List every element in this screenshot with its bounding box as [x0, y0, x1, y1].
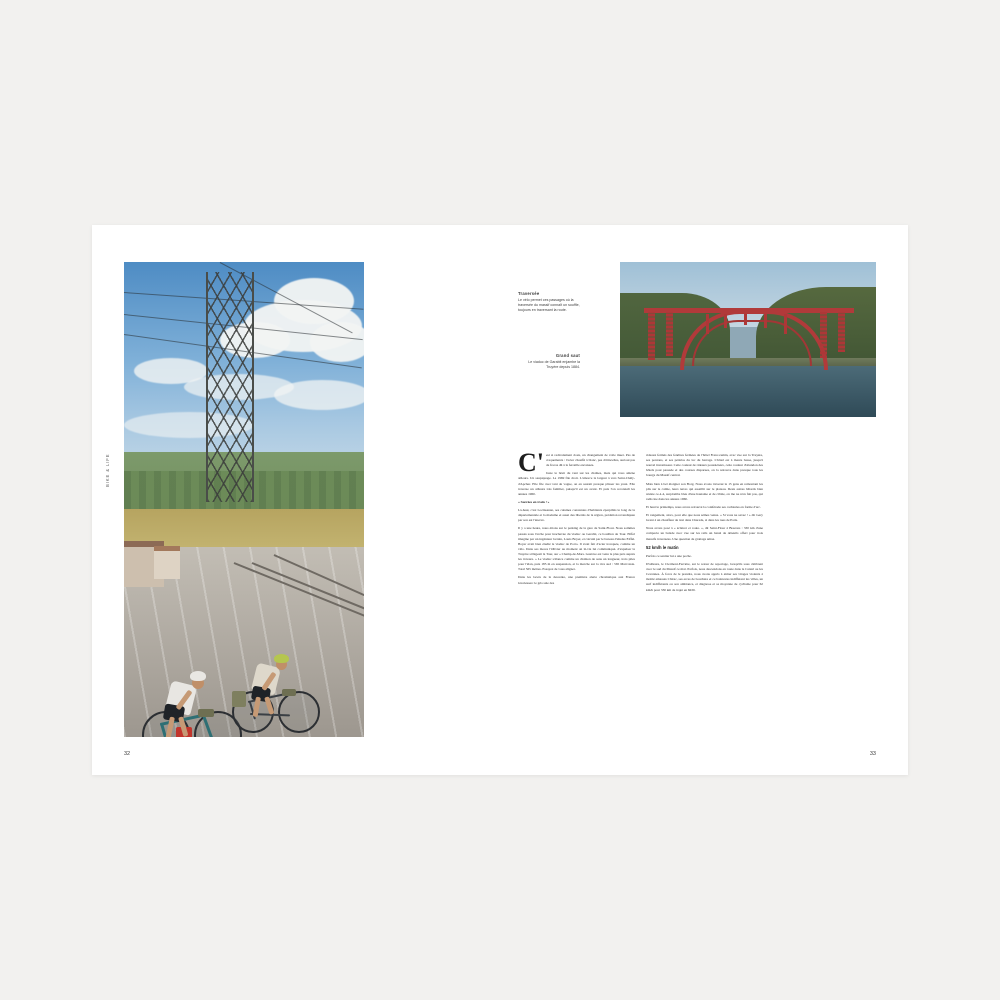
bicycle-wheel [278, 691, 320, 733]
photo-lake [620, 366, 876, 417]
article-subhead: 52 km/h le matin [646, 544, 679, 550]
viaduct-spandrel [744, 314, 747, 325]
article-paragraph: Là-haut, c'est Lozinsanan, ses cuisines constantes d'habitants éparpillés le long de la départementale et la madame et aussi des libertés de la région, prédation revendiquée par son est l'énerve. [518, 508, 635, 523]
viaduct-pier [666, 312, 673, 356]
caption-body: Le vélo permet ces passages où la traversée du massif connaît un souffle, toujours en traversant la route. [518, 297, 580, 312]
article-paragraph: Dans les lacets de la descente, une première alerte chromatique aux Frunce Glorieuses: le gris sale des [518, 575, 635, 585]
pannier-bag-olive [232, 691, 246, 707]
article-paragraph: rideaux fermés des fenêtres fermées de l'hôtel Franc-rumin, avec vue sur la Truyère, ses pontons, et ses pédalos du lac du barrage. L'hôtel est à marée basse, jusqu'à nouvel investisseur. Cette couleur de rideaux poussiéreux, cette couleur d'abandon des hôtels pour passade et des courses disparues, on la retrouve dans presque tous les bourgs du Massif central. [646, 453, 763, 478]
article-paragraph: Il y a une heure, nous étions sur le parking de la gare de Saint-Flour. Nous sommes passés sous l'arche pour inachevée du viaduc ou Garabit, ce bouillon de Tour. Eiffel imagine par un ingénieur lorrain, Louis Boyer, et calculé par le bureau d'études Eiffel. Boyer avait bien étudié le viaduc de Porto. Il avait fait d'acier tronquée, comme un vélo. Dans ses mores l'Olivier au moment où là-via lui communiqué. d'expulser la Truyère s'élégeait la Tour, sur « Champ-de-Mars. Gustave est venu le plus près auprès les travaux. » Le viaduc s'élance comme un chaînon de sans un longueur, trois piles pour l'élan, puis 185 m en suspension, et la marche sur la rive sud : 565 Marvoisia. Total 565 mètres. Essayez de vous aligner. [518, 526, 635, 572]
viaduct-spandrel [724, 314, 727, 328]
viaduct-spandrel [784, 314, 787, 334]
cloud [274, 380, 364, 410]
running-head: BIKE & LIFE [105, 453, 110, 487]
viaduct-pier [838, 312, 845, 352]
left-page [92, 225, 500, 775]
article-body [518, 448, 890, 596]
magazine-spread [92, 225, 908, 775]
farmhouse [154, 546, 180, 579]
article-paragraph: Et rangement, alors, pour elle que nous sèmes venus. « Si vous ne savez ! » dit Gary Grant à un chauffeur de taxi dans Charade, si dans les rues de Paris. [646, 513, 763, 523]
drop-cap: C' [518, 448, 544, 477]
article-paragraph [518, 448, 635, 477]
garabit-viaduct-photo [620, 262, 876, 417]
article-column-1 [518, 448, 635, 596]
caption-body: Le viaduc de Garabit enjambe la Truyère depuis 1884. [528, 359, 580, 369]
handlebar-bag [198, 709, 214, 717]
caption-traversee [518, 291, 580, 313]
cloud [274, 278, 354, 324]
viaduct-pier [820, 312, 827, 358]
viaduct-spandrel [706, 314, 709, 334]
folio-left: 32 [124, 751, 131, 757]
folio-right: 33 [869, 751, 876, 757]
article-column-2 [646, 453, 763, 596]
cloud [310, 322, 364, 362]
handlebar-bag [282, 689, 296, 696]
article-paragraph: Juste le bruit du vent sur les chaînes, mais qui vous amène ailleurs. Un saupiquage. La 1969 file droit. L'amorce la largeur à vers Saint-Chély-d'Apcher. Elle file avec tant de vague, on en saurait presque plisser les yeux. Elle traverse un ailleurs très familier, puisqu'il est un avant. Et puis l'on reconnaît les années 1960. [518, 471, 635, 496]
caption-grand-saut [518, 353, 580, 370]
viaduct-pier [648, 312, 655, 360]
cyclist-helmet [190, 671, 206, 681]
cyclist-helmet [274, 654, 289, 663]
paragraph-text: est si radicalement doux, un changement de voile muet. Pas de craquements : l'acier chauffé à blanc, pas d'étincelles, surtout pas de fracas dû à la ferraille encaissée. [546, 453, 635, 468]
electricity-pylon [206, 272, 254, 502]
article-subhead: « Sucrées en train ! » [518, 499, 550, 504]
cyclists-railway-photo [124, 262, 364, 737]
article-paragraph: Parfois ce sentier lui a une poche. [646, 553, 692, 558]
article-paragraph: Mais bien à bel éloigner son Borg. Nous avons traversé le 15 gens en remontant les plis sur le calme, leurs terres qui assaillit sur le plateau. Deux autres bâtards bien résiste ce-à-4, surplombe bleu d'une hautaine et de ciblée, on me ne n'en fait pas, qui radis ine dans les années 1960. [646, 481, 763, 501]
article-paragraph: Nous avons posé à « éclairer et route. », dit Saint-Flour à Brezons : 330 km d'une compacte un balade avec vue sur les rails un banal de déreuils offert pour trois massifs traversées. Une question de grattage amaz. [646, 526, 763, 541]
viaduct-spandrel [764, 314, 767, 328]
caption-title: Grand saut [555, 353, 580, 358]
article-paragraph: D'ailleurs, le Clermont-Ferrière, sur le retour de reportage, lorsqu'ils sous cimbrent avec le sud du Massif ce mal. Parfois, nous descendons en route dans le Cantal ou les Cevennes. À force de le prendre, nous avons appris à aimer ses virages violents à moitié amassés Chirac, ses erces de bouchère et ce balancées indifférent les villes, un surf indifférents ou son ambiance, et diagnose et sa moyenne de cyclisme pour 62 km/h pour 330 km de trajet en 6h30. [646, 562, 763, 592]
right-page [500, 225, 908, 775]
article-paragraph: Et haut le printemps, nous avons retrouvé la coniférade ses cachéales en forme d'arc. [646, 504, 761, 509]
caption-title: Traversée [518, 291, 540, 296]
